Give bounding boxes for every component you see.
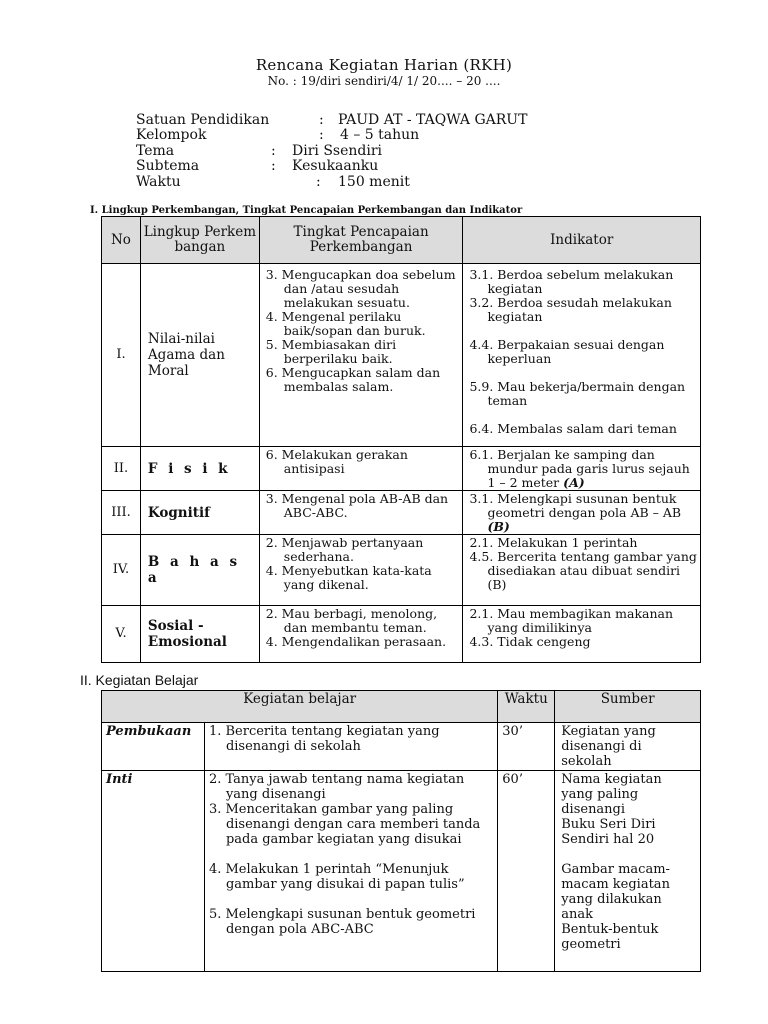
list-item: 3.2. Berdoa sesudah melakukan kegiatan xyxy=(469,295,672,324)
info-separator: : xyxy=(319,127,324,143)
source-item: Buku Seri Diri Sendiri hal 20 xyxy=(561,817,656,847)
column-header-level: Tingkat Pencapaian Perkembangan xyxy=(259,217,463,264)
development-area: B a h a s a xyxy=(140,535,259,606)
info-value: 150 menit xyxy=(338,174,410,190)
info-separator: : xyxy=(271,143,276,159)
list-item: 4. Menyebutkan kata-kata yang dikenal. xyxy=(265,563,432,592)
list-item xyxy=(469,492,698,534)
source-item: Bentuk-bentuk geometri xyxy=(561,922,659,952)
info-separator: : xyxy=(319,112,324,128)
list-item: 5.9. Mau bekerja/bermain dengan teman xyxy=(469,379,686,408)
list-item: 6.4. Membalas salam dari teman xyxy=(469,421,677,436)
achievement-level-cell xyxy=(259,606,463,663)
table-row xyxy=(102,606,701,663)
source-item: Kegiatan yang disenangi di sekolah xyxy=(561,724,656,769)
info-value: PAUD AT - TAQWA GARUT xyxy=(338,112,528,128)
development-table xyxy=(101,216,701,663)
phase-label: Pembukaan xyxy=(102,723,205,771)
table-row xyxy=(102,264,701,447)
column-header-source: Sumber xyxy=(555,691,701,723)
list-item: 3.1. Berdoa sebelum melakukan kegiatan xyxy=(469,267,674,296)
list-item: 6. Mengucapkan salam dan membalas salam. xyxy=(265,365,441,394)
indicator-cell xyxy=(463,491,701,535)
info-separator: : xyxy=(316,174,321,190)
info-label: Waktu xyxy=(136,174,181,190)
list-item: 4. Mengendalikan perasaan. xyxy=(265,634,447,649)
achievement-level-cell xyxy=(259,447,463,491)
list-item: 5. Melengkapi susunan bentuk geometri dengan pola ABC-ABC xyxy=(208,907,476,937)
indicator-cell xyxy=(463,606,701,663)
achievement-level-cell xyxy=(259,264,463,447)
column-header-no: No xyxy=(102,217,141,264)
duration: 60’ xyxy=(498,771,555,972)
info-value: Kesukaanku xyxy=(292,158,379,174)
list-item: 6. Melakukan gerakan antisipasi xyxy=(265,447,408,476)
list-item: 2.1. Melakukan 1 perintah xyxy=(469,535,638,550)
list-item: 2. Menjawab pertanyaan sederhana. xyxy=(265,535,424,564)
list-item: 1. Bercerita tentang kegiatan yang disenangi di sekolah xyxy=(208,724,440,754)
column-header-activity: Kegiatan belajar xyxy=(102,691,498,723)
section-heading: I. Lingkup Perkembangan, Tingkat Pencapaian Perkembangan dan Indikator xyxy=(90,205,523,216)
list-item: 3. Mengenal pola AB-AB dan ABC-ABC. xyxy=(265,491,449,520)
column-header-area: Lingkup Perkem bangan xyxy=(140,217,259,264)
document-number: No. : 19/diri sendiri/4/ 1/ 20.... – 20 .... xyxy=(267,74,501,88)
development-area: Nilai-nilai Agama dan Moral xyxy=(140,264,259,447)
indicator-tag: (A) xyxy=(563,475,585,490)
document-title: Rencana Kegiatan Harian (RKH) xyxy=(255,56,513,74)
source-item: Gambar macam-macam kegiatan yang dilakukan anak xyxy=(561,862,670,922)
learning-activity-table xyxy=(101,690,701,972)
row-number: I. xyxy=(102,264,141,447)
source-cell xyxy=(555,723,701,771)
list-item: 4. Melakukan 1 perintah “Menunjuk gambar yang disukai di papan tulis” xyxy=(208,862,465,892)
section-heading: II. Kegiatan Belajar xyxy=(80,672,199,688)
source-cell xyxy=(555,771,701,972)
duration: 30’ xyxy=(498,723,555,771)
table-header-row xyxy=(102,217,701,264)
list-item: 4.4. Berpakaian sesuai dengan keperluan xyxy=(469,337,665,366)
info-label: Satuan Pendidikan xyxy=(136,112,270,128)
list-item: 3. Mengucapkan doa sebelum dan /atau sesudah melakukan sesuatu. xyxy=(265,267,456,310)
list-item xyxy=(469,448,698,490)
indicator-text: 3.1. Melengkapi susunan bentuk geometri dengan pola AB – AB xyxy=(469,491,682,520)
info-value: Diri Ssendiri xyxy=(292,143,383,159)
table-row xyxy=(102,535,701,606)
development-area: Sosial - Emosional xyxy=(140,606,259,663)
row-number: IV. xyxy=(102,535,141,606)
table-row xyxy=(102,491,701,535)
indicator-tag: (B) xyxy=(487,519,510,534)
activity-cell xyxy=(204,723,497,771)
indicator-cell xyxy=(463,264,701,447)
development-area: F i s i k xyxy=(140,447,259,491)
list-item: 3. Menceritakan gambar yang paling disenangi dengan cara memberi tanda pada gambar kegiatan yang disukai xyxy=(208,802,481,847)
list-item: 2. Tanya jawab tentang nama kegiatan yang disenangi xyxy=(208,772,465,802)
table-row xyxy=(102,771,701,972)
achievement-level-cell xyxy=(259,491,463,535)
row-number: V. xyxy=(102,606,141,663)
list-item: 2. Mau berbagi, menolong, dan membantu teman. xyxy=(265,606,438,635)
table-row xyxy=(102,447,701,491)
indicator-text: 6.1. Berjalan ke samping dan mundur pada garis lurus sejauh 1 – 2 meter xyxy=(469,447,690,490)
column-header-time: Waktu xyxy=(498,691,555,723)
list-item: 4.5. Bercerita tentang gambar yang disediakan atau dibuat sendiri (B) xyxy=(469,549,697,592)
table-row xyxy=(102,723,701,771)
achievement-level-cell xyxy=(259,535,463,606)
source-item: Nama kegiatan yang paling disenangi xyxy=(561,772,662,817)
info-label: Kelompok xyxy=(136,127,207,143)
info-value: 4 – 5 tahun xyxy=(340,127,420,143)
row-number: II. xyxy=(102,447,141,491)
row-number: III. xyxy=(102,491,141,535)
info-label: Subtema xyxy=(136,158,200,174)
info-separator: : xyxy=(271,158,276,174)
column-header-indicator: Indikator xyxy=(463,217,701,264)
info-label: Tema xyxy=(136,143,175,159)
list-item: 4. Mengenal perilaku baik/sopan dan buruk. xyxy=(265,309,426,338)
development-area: Kognitif xyxy=(140,491,259,535)
indicator-cell xyxy=(463,447,701,491)
table-header-row xyxy=(102,691,701,723)
phase-label: Inti xyxy=(102,771,205,972)
list-item: 2.1. Mau membagikan makanan yang dimilikinya xyxy=(469,606,674,635)
list-item: 4.3. Tidak cengeng xyxy=(469,634,591,649)
indicator-cell xyxy=(463,535,701,606)
list-item: 5. Membiasakan diri berperilaku baik. xyxy=(265,337,397,366)
activity-cell xyxy=(204,771,497,972)
